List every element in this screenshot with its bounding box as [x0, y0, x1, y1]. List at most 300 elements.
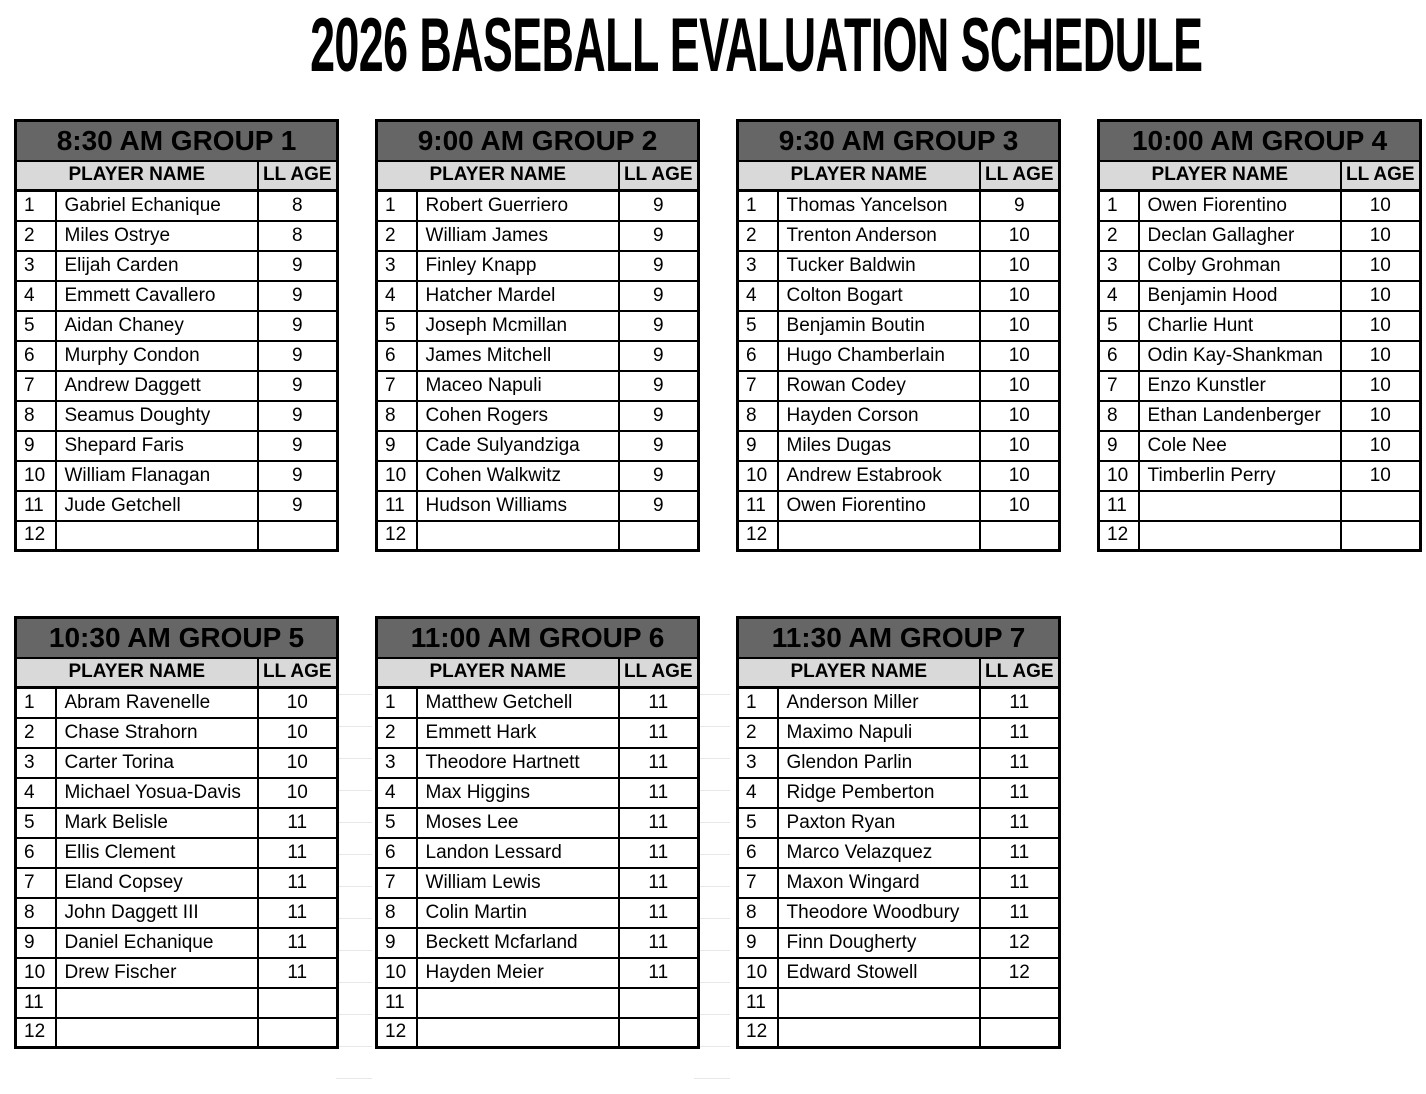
player-age-cell: 12: [980, 958, 1060, 988]
player-row: [1099, 521, 1421, 551]
column-header-row: [1099, 161, 1421, 191]
player-row: [377, 191, 699, 221]
player-name-cell: [1139, 521, 1341, 551]
schedule-row-2: [14, 616, 1061, 1049]
group-header-row: [1099, 121, 1421, 161]
player-name-cell: Hatcher Mardel: [417, 281, 619, 311]
player-name-cell: Beckett Mcfarland: [417, 928, 619, 958]
player-row: [377, 521, 699, 551]
row-number: 6: [377, 341, 417, 371]
player-name-cell: Declan Gallagher: [1139, 221, 1341, 251]
row-number: 7: [377, 868, 417, 898]
player-name-cell: Max Higgins: [417, 778, 619, 808]
player-row: [16, 748, 338, 778]
player-row: [16, 341, 338, 371]
player-name-cell: Theodore Woodbury: [778, 898, 980, 928]
player-name-cell: Rowan Codey: [778, 371, 980, 401]
player-age-cell: 11: [980, 688, 1060, 718]
player-age-cell: 9: [619, 491, 699, 521]
player-name-cell: [778, 521, 980, 551]
player-name-cell: Miles Ostrye: [56, 221, 258, 251]
player-row: [738, 311, 1060, 341]
player-name-cell: Jude Getchell: [56, 491, 258, 521]
player-name-cell: [778, 988, 980, 1018]
player-row: [377, 401, 699, 431]
row-number: 2: [738, 718, 778, 748]
row-number: 6: [1099, 341, 1139, 371]
player-name-cell: Michael Yosua-Davis: [56, 778, 258, 808]
player-name-cell: Hayden Meier: [417, 958, 619, 988]
title-container: [0, 2, 1426, 89]
player-name-cell: Hayden Corson: [778, 401, 980, 431]
row-number: 4: [738, 281, 778, 311]
player-row: [16, 461, 338, 491]
player-row: [16, 838, 338, 868]
player-age-cell: 9: [619, 251, 699, 281]
player-row: [377, 341, 699, 371]
player-row: [377, 988, 699, 1018]
column-header-row: [16, 658, 338, 688]
column-header-row: [16, 161, 338, 191]
row-number: 11: [738, 491, 778, 521]
player-row: [738, 688, 1060, 718]
player-row: [738, 371, 1060, 401]
player-row: [738, 221, 1060, 251]
player-row: [1099, 341, 1421, 371]
player-row: [738, 251, 1060, 281]
group-header: 8:30 AM GROUP 1: [16, 121, 338, 161]
row-number: 2: [738, 221, 778, 251]
player-row: [377, 868, 699, 898]
player-row: [16, 521, 338, 551]
player-age-cell: 10: [980, 281, 1060, 311]
player-age-cell: [619, 1018, 699, 1048]
player-age-cell: 10: [258, 718, 338, 748]
player-name-cell: Carter Torina: [56, 748, 258, 778]
row-number: 4: [738, 778, 778, 808]
player-name-column-header: PLAYER NAME: [1099, 161, 1341, 191]
player-row: [738, 1018, 1060, 1048]
row-number: 12: [16, 521, 56, 551]
player-age-cell: [619, 521, 699, 551]
row-number: 11: [377, 491, 417, 521]
player-age-cell: 11: [258, 928, 338, 958]
player-age-cell: 11: [619, 688, 699, 718]
player-age-cell: [1341, 521, 1421, 551]
player-row: [16, 1018, 338, 1048]
player-name-cell: Emmett Hark: [417, 718, 619, 748]
player-name-cell: Charlie Hunt: [1139, 311, 1341, 341]
player-name-cell: Matthew Getchell: [417, 688, 619, 718]
row-number: 8: [16, 898, 56, 928]
row-number: 9: [16, 928, 56, 958]
group-table: [375, 119, 700, 552]
player-row: [738, 491, 1060, 521]
row-number: 12: [1099, 521, 1139, 551]
player-age-cell: 11: [980, 898, 1060, 928]
player-age-cell: 10: [1341, 461, 1421, 491]
row-number: 8: [377, 401, 417, 431]
row-number: 9: [738, 431, 778, 461]
player-name-cell: Finley Knapp: [417, 251, 619, 281]
group-header: 10:30 AM GROUP 5: [16, 618, 338, 658]
group-table: [14, 119, 339, 552]
player-age-cell: 9: [258, 281, 338, 311]
row-number: 9: [377, 928, 417, 958]
player-name-cell: [56, 988, 258, 1018]
player-age-cell: 11: [258, 808, 338, 838]
player-name-cell: Ethan Landenberger: [1139, 401, 1341, 431]
row-number: 8: [16, 401, 56, 431]
player-age-cell: [980, 988, 1060, 1018]
player-age-cell: 11: [619, 748, 699, 778]
player-name-cell: Shepard Faris: [56, 431, 258, 461]
player-age-cell: 9: [619, 191, 699, 221]
player-row: [377, 251, 699, 281]
player-name-column-header: PLAYER NAME: [16, 658, 258, 688]
player-age-cell: 12: [980, 928, 1060, 958]
row-number: 10: [16, 461, 56, 491]
player-age-cell: 10: [1341, 191, 1421, 221]
player-age-cell: [258, 521, 338, 551]
player-row: [738, 958, 1060, 988]
player-age-cell: 10: [980, 341, 1060, 371]
player-age-cell: 9: [980, 191, 1060, 221]
player-age-cell: 9: [258, 461, 338, 491]
row-number: 7: [738, 868, 778, 898]
row-number: 3: [377, 748, 417, 778]
player-row: [377, 491, 699, 521]
player-row: [738, 778, 1060, 808]
row-number: 1: [377, 191, 417, 221]
row-number: 4: [16, 281, 56, 311]
player-row: [16, 868, 338, 898]
player-age-cell: 9: [619, 371, 699, 401]
player-row: [1099, 191, 1421, 221]
player-row: [16, 718, 338, 748]
player-row: [738, 521, 1060, 551]
player-row: [16, 808, 338, 838]
row-number: 5: [16, 311, 56, 341]
player-name-cell: Joseph Mcmillan: [417, 311, 619, 341]
row-number: 10: [738, 958, 778, 988]
row-number: 12: [377, 521, 417, 551]
player-age-cell: 10: [1341, 401, 1421, 431]
player-name-cell: Benjamin Boutin: [778, 311, 980, 341]
player-age-cell: [619, 988, 699, 1018]
player-age-cell: 8: [258, 221, 338, 251]
player-name-cell: Eland Copsey: [56, 868, 258, 898]
player-row: [1099, 221, 1421, 251]
player-name-cell: William Lewis: [417, 868, 619, 898]
player-row: [16, 371, 338, 401]
row-number: 3: [16, 748, 56, 778]
player-name-cell: Marco Velazquez: [778, 838, 980, 868]
player-age-cell: [980, 521, 1060, 551]
player-name-cell: Colby Grohman: [1139, 251, 1341, 281]
player-row: [377, 718, 699, 748]
row-number: 9: [16, 431, 56, 461]
player-name-cell: Mark Belisle: [56, 808, 258, 838]
player-name-cell: Daniel Echanique: [56, 928, 258, 958]
player-row: [738, 808, 1060, 838]
page-title: 2026 BASEBALL EVALUATION SCHEDULE: [310, 3, 1203, 88]
row-number: 5: [1099, 311, 1139, 341]
row-number: 8: [738, 898, 778, 928]
row-number: 5: [738, 311, 778, 341]
row-number: 6: [738, 838, 778, 868]
player-row: [16, 988, 338, 1018]
row-number: 11: [16, 988, 56, 1018]
player-age-cell: 10: [980, 431, 1060, 461]
player-age-cell: 9: [619, 431, 699, 461]
player-name-cell: Elijah Carden: [56, 251, 258, 281]
player-row: [1099, 401, 1421, 431]
row-number: 3: [1099, 251, 1139, 281]
player-age-cell: 11: [258, 838, 338, 868]
player-age-cell: 11: [619, 718, 699, 748]
player-age-cell: 11: [258, 898, 338, 928]
player-name-column-header: PLAYER NAME: [16, 161, 258, 191]
player-age-cell: 11: [619, 778, 699, 808]
row-number: 4: [377, 281, 417, 311]
row-number: 1: [377, 688, 417, 718]
group-header-row: [377, 121, 699, 161]
row-number: 1: [738, 688, 778, 718]
player-name-cell: Enzo Kunstler: [1139, 371, 1341, 401]
group-header-row: [16, 618, 338, 658]
row-number: 4: [16, 778, 56, 808]
group-table: [1097, 119, 1422, 552]
player-row: [377, 838, 699, 868]
player-age-cell: 11: [980, 778, 1060, 808]
ll-age-column-header: LL AGE: [619, 161, 699, 191]
group-header-row: [738, 121, 1060, 161]
column-header-row: [377, 161, 699, 191]
player-name-cell: [417, 521, 619, 551]
row-number: 6: [16, 341, 56, 371]
row-number: 12: [16, 1018, 56, 1048]
player-name-column-header: PLAYER NAME: [738, 658, 980, 688]
player-row: [377, 221, 699, 251]
row-number: 7: [738, 371, 778, 401]
player-name-cell: Andrew Daggett: [56, 371, 258, 401]
player-row: [1099, 311, 1421, 341]
row-number: 10: [738, 461, 778, 491]
row-number: 11: [377, 988, 417, 1018]
player-row: [377, 431, 699, 461]
player-name-cell: Maceo Napuli: [417, 371, 619, 401]
row-number: 2: [16, 718, 56, 748]
player-row: [16, 311, 338, 341]
player-name-cell: [417, 1018, 619, 1048]
row-number: 1: [16, 688, 56, 718]
row-number: 7: [16, 868, 56, 898]
ll-age-column-header: LL AGE: [258, 161, 338, 191]
player-age-cell: [258, 988, 338, 1018]
ll-age-column-header: LL AGE: [258, 658, 338, 688]
player-name-cell: Tucker Baldwin: [778, 251, 980, 281]
player-name-cell: Thomas Yancelson: [778, 191, 980, 221]
player-row: [377, 281, 699, 311]
player-row: [738, 898, 1060, 928]
player-age-cell: 9: [619, 341, 699, 371]
player-row: [1099, 281, 1421, 311]
row-number: 8: [377, 898, 417, 928]
player-age-cell: [980, 1018, 1060, 1048]
player-age-cell: 10: [1341, 221, 1421, 251]
group-header: 9:00 AM GROUP 2: [377, 121, 699, 161]
row-number: 9: [738, 928, 778, 958]
row-number: 8: [1099, 401, 1139, 431]
player-name-cell: Drew Fischer: [56, 958, 258, 988]
player-row: [16, 221, 338, 251]
group-header: 9:30 AM GROUP 3: [738, 121, 1060, 161]
player-name-cell: Cade Sulyandziga: [417, 431, 619, 461]
row-number: 9: [1099, 431, 1139, 461]
row-number: 7: [377, 371, 417, 401]
player-age-cell: 9: [258, 251, 338, 281]
player-name-cell: Theodore Hartnett: [417, 748, 619, 778]
row-number: 1: [1099, 191, 1139, 221]
player-name-cell: Andrew Estabrook: [778, 461, 980, 491]
player-age-cell: 9: [258, 371, 338, 401]
player-age-cell: 8: [258, 191, 338, 221]
ll-age-column-header: LL AGE: [619, 658, 699, 688]
group-table: [736, 119, 1061, 552]
player-row: [1099, 251, 1421, 281]
row-number: 11: [738, 988, 778, 1018]
row-number: 7: [16, 371, 56, 401]
row-number: 6: [738, 341, 778, 371]
player-name-cell: Hugo Chamberlain: [778, 341, 980, 371]
player-row: [738, 718, 1060, 748]
row-number: 3: [377, 251, 417, 281]
player-age-cell: 10: [980, 251, 1060, 281]
player-age-cell: 10: [1341, 371, 1421, 401]
group-table: [736, 616, 1061, 1049]
player-row: [16, 281, 338, 311]
player-age-cell: 9: [619, 311, 699, 341]
player-row: [377, 808, 699, 838]
player-age-cell: 11: [619, 838, 699, 868]
player-row: [1099, 461, 1421, 491]
player-row: [738, 401, 1060, 431]
player-name-cell: Cohen Walkwitz: [417, 461, 619, 491]
player-row: [377, 311, 699, 341]
player-row: [738, 461, 1060, 491]
player-age-cell: 11: [258, 868, 338, 898]
player-age-cell: 9: [619, 281, 699, 311]
player-row: [16, 778, 338, 808]
player-name-cell: James Mitchell: [417, 341, 619, 371]
player-row: [377, 928, 699, 958]
player-age-cell: 9: [258, 431, 338, 461]
player-age-cell: 11: [980, 718, 1060, 748]
group-header: 11:30 AM GROUP 7: [738, 618, 1060, 658]
row-number: 4: [1099, 281, 1139, 311]
player-name-cell: Moses Lee: [417, 808, 619, 838]
player-row: [738, 341, 1060, 371]
player-name-cell: Maximo Napuli: [778, 718, 980, 748]
player-name-cell: Aidan Chaney: [56, 311, 258, 341]
player-name-cell: Ridge Pemberton: [778, 778, 980, 808]
player-age-cell: [1341, 491, 1421, 521]
player-row: [377, 371, 699, 401]
player-row: [1099, 431, 1421, 461]
player-row: [738, 868, 1060, 898]
player-age-cell: 10: [980, 311, 1060, 341]
row-number: 2: [16, 221, 56, 251]
player-name-cell: [56, 1018, 258, 1048]
player-age-cell: 11: [980, 808, 1060, 838]
player-name-cell: Timberlin Perry: [1139, 461, 1341, 491]
player-row: [1099, 371, 1421, 401]
player-name-cell: Edward Stowell: [778, 958, 980, 988]
player-name-cell: Landon Lessard: [417, 838, 619, 868]
group-header: 10:00 AM GROUP 4: [1099, 121, 1421, 161]
player-age-cell: 10: [980, 371, 1060, 401]
row-number: 12: [377, 1018, 417, 1048]
player-name-cell: Abram Ravenelle: [56, 688, 258, 718]
player-age-cell: 10: [1341, 311, 1421, 341]
player-name-column-header: PLAYER NAME: [377, 161, 619, 191]
player-age-cell: 10: [258, 688, 338, 718]
player-row: [16, 898, 338, 928]
ll-age-column-header: LL AGE: [980, 658, 1060, 688]
group-header-row: [16, 121, 338, 161]
player-name-column-header: PLAYER NAME: [377, 658, 619, 688]
row-number: 2: [1099, 221, 1139, 251]
player-name-cell: Ellis Clement: [56, 838, 258, 868]
player-age-cell: 11: [619, 808, 699, 838]
player-age-cell: 11: [619, 898, 699, 928]
player-name-cell: William Flanagan: [56, 461, 258, 491]
row-number: 9: [377, 431, 417, 461]
player-age-cell: 10: [258, 778, 338, 808]
row-number: 5: [738, 808, 778, 838]
player-name-cell: Cole Nee: [1139, 431, 1341, 461]
player-row: [16, 191, 338, 221]
player-age-cell: 10: [980, 401, 1060, 431]
player-name-cell: Maxon Wingard: [778, 868, 980, 898]
player-row: [16, 688, 338, 718]
row-number: 5: [16, 808, 56, 838]
row-number: 12: [738, 521, 778, 551]
player-name-cell: Owen Fiorentino: [778, 491, 980, 521]
row-number: 5: [377, 311, 417, 341]
row-number: 10: [377, 461, 417, 491]
row-number: 2: [377, 221, 417, 251]
player-row: [377, 461, 699, 491]
player-name-cell: Anderson Miller: [778, 688, 980, 718]
row-number: 3: [738, 748, 778, 778]
player-name-cell: Emmett Cavallero: [56, 281, 258, 311]
row-number: 8: [738, 401, 778, 431]
player-age-cell: [258, 1018, 338, 1048]
player-row: [738, 838, 1060, 868]
player-name-cell: Hudson Williams: [417, 491, 619, 521]
player-row: [738, 431, 1060, 461]
schedule-row-1: [14, 119, 1422, 552]
player-age-cell: 11: [619, 868, 699, 898]
player-row: [16, 491, 338, 521]
player-age-cell: 9: [619, 461, 699, 491]
row-number: 1: [738, 191, 778, 221]
player-name-cell: Robert Guerriero: [417, 191, 619, 221]
row-number: 11: [1099, 491, 1139, 521]
column-header-row: [738, 161, 1060, 191]
